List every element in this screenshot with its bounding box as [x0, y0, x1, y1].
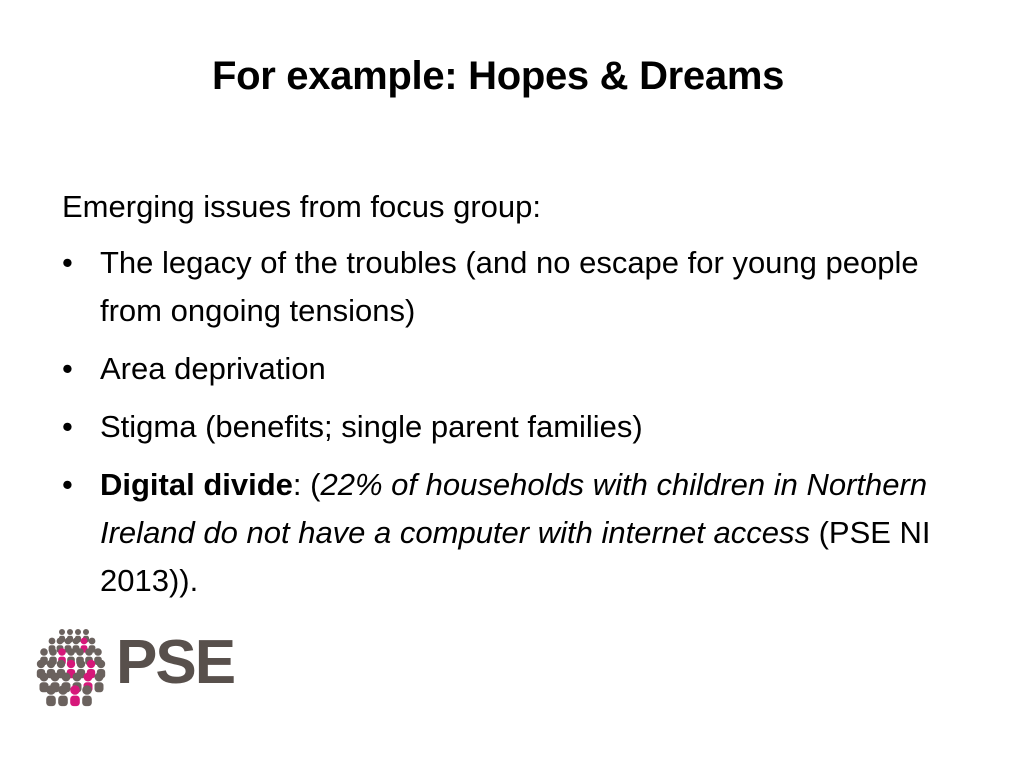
slide-body [62, 183, 962, 615]
figure-body [58, 696, 68, 707]
bullet-punctuation: : ( [292, 467, 321, 502]
figure-head [89, 638, 96, 645]
figure-head [49, 648, 57, 656]
crowd-figures-icon [34, 626, 114, 708]
figure-head [62, 673, 71, 682]
digital-divide-label: Digital divide [100, 467, 293, 502]
figure-head [67, 660, 75, 668]
figure-body [70, 696, 80, 707]
figure-body [82, 696, 92, 707]
figure-head [58, 648, 66, 656]
figure-head [76, 648, 84, 656]
bullet-list [62, 239, 962, 605]
bullet-dot-icon: • [62, 351, 73, 386]
figure-head [57, 660, 65, 668]
bullet-dot-icon: • [62, 467, 73, 502]
figure-head [65, 638, 72, 645]
pse-logo [34, 626, 244, 708]
source-citation: (PSE NI 2013)). [100, 515, 931, 598]
bullet-text: Area deprivation [100, 351, 326, 386]
digital-divide-statistic: 22% of households with children in Northern Ireland do not have a computer with internet access [100, 467, 928, 550]
figure-head [40, 648, 48, 656]
bullet-item [62, 403, 962, 451]
figure-body [95, 682, 104, 692]
figure-head [49, 638, 56, 645]
figure-head [73, 673, 82, 682]
figure-head [58, 685, 68, 695]
figure-head [75, 629, 81, 635]
figure-head [47, 660, 55, 668]
logo-text: PSE [116, 628, 235, 697]
figure-head [57, 638, 64, 645]
bullet-dot-icon: • [62, 409, 73, 444]
figure-head [46, 685, 56, 695]
figure-head [51, 673, 60, 682]
bullet-text: Stigma (benefits; single parent families) [100, 409, 643, 444]
figure-head [87, 660, 95, 668]
slide-title: For example: Hopes & Dreams [211, 54, 785, 98]
bullet-item [62, 461, 962, 605]
bullet-item [62, 345, 962, 393]
figure-head [70, 685, 80, 695]
figure-head [94, 648, 102, 656]
bullet-text [100, 467, 931, 598]
figure-head [67, 648, 75, 656]
figure-head [95, 673, 104, 682]
figure-head [37, 660, 45, 668]
figure-head [73, 638, 80, 645]
bullet-dot-icon: • [62, 245, 73, 280]
figure-head [85, 648, 93, 656]
figure-body [46, 696, 56, 707]
figure-head [40, 673, 49, 682]
figure-head [82, 685, 92, 695]
figure-head [81, 638, 88, 645]
bullet-text: The legacy of the troubles (and no escape for young people from ongoing tensions) [100, 245, 919, 328]
intro-text: Emerging issues from focus group: [62, 189, 541, 224]
figure-head [67, 629, 73, 635]
figure-head [97, 660, 105, 668]
figure-head [84, 673, 93, 682]
figure-head [59, 629, 65, 635]
figure-head [83, 629, 89, 635]
figure-head [77, 660, 85, 668]
bullet-item [62, 239, 962, 335]
